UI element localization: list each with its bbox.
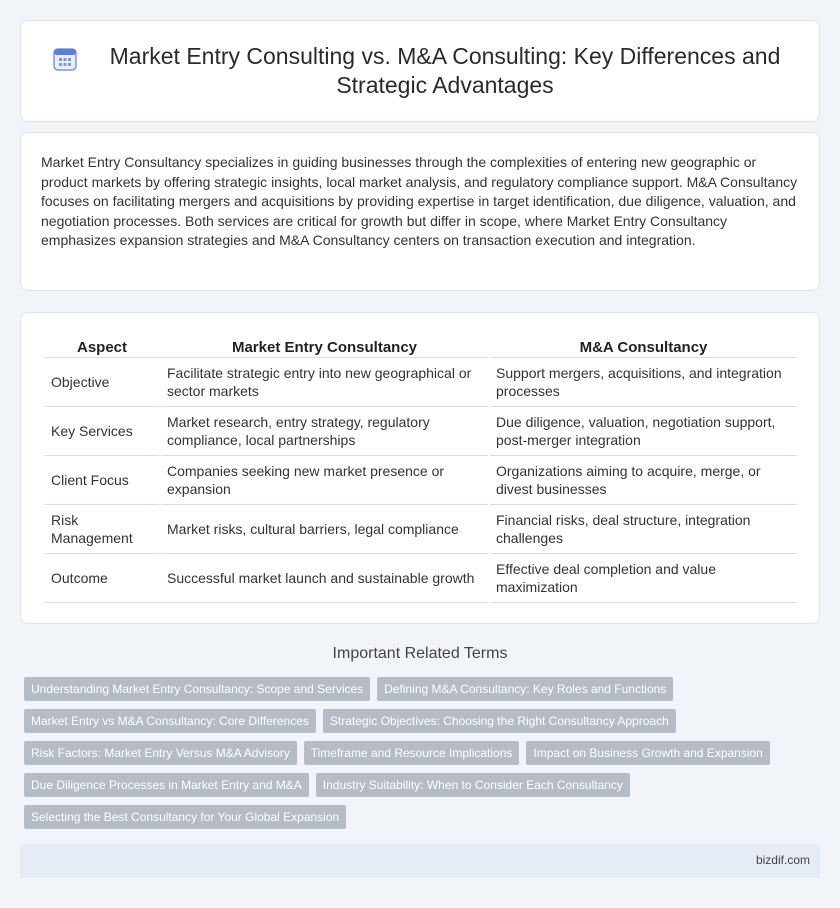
table-row <box>45 407 797 456</box>
related-terms-title: Important Related Terms <box>332 645 508 662</box>
row-aspect: Risk Management <box>45 505 159 554</box>
intro-paragraph: Market Entry Consultancy specializes in guiding businesses through the complexities of entering new geographic or product markets by offering strategic insights, local market analysis, and regulatory compliance support. M&A Consultancy focuses on facilitating mergers and acquisitions by providing expertise in target identification, due diligence, valuation, and negotiation processes. Both services are critical for growth but differ in scope, where Market Entry Consultancy emphasizes expansion strategies and M&A Consultancy centers on transaction execution and integration. <box>41 154 798 249</box>
row-mna: Organizations aiming to acquire, merge, or divest businesses <box>490 456 797 505</box>
footer <box>20 844 820 878</box>
table-row <box>45 554 797 603</box>
table-row <box>45 358 797 407</box>
related-term-tag[interactable]: Industry Suitability: When to Consider Each Consultancy <box>316 773 630 797</box>
related-terms-list <box>24 677 804 837</box>
tag-row <box>24 773 804 797</box>
related-term-tag[interactable]: Risk Factors: Market Entry Versus M&A Advisory <box>24 741 297 765</box>
row-mna: Effective deal completion and value maximization <box>490 554 797 603</box>
related-term-tag[interactable]: Selecting the Best Consultancy for Your Global Expansion <box>24 805 346 829</box>
related-term-tag[interactable]: Defining M&A Consultancy: Key Roles and Functions <box>377 677 673 701</box>
row-market-entry: Facilitate strategic entry into new geographical or sector markets <box>161 358 488 407</box>
tag-row <box>24 677 804 701</box>
row-aspect: Objective <box>45 358 159 407</box>
footer-site-link[interactable]: bizdif.com <box>755 853 810 867</box>
page-title: Market Entry Consulting vs. M&A Consulting: Key Differences and Strategic Advantages <box>109 43 781 98</box>
header-mna: M&A Consultancy <box>490 333 797 358</box>
row-aspect: Key Services <box>45 407 159 456</box>
tag-row <box>24 709 804 733</box>
header-card <box>20 20 820 122</box>
row-market-entry: Companies seeking new market presence or expansion <box>161 456 488 505</box>
related-term-tag[interactable]: Understanding Market Entry Consultancy: Scope and Services <box>24 677 370 701</box>
related-term-tag[interactable]: Market Entry vs M&A Consultancy: Core Differences <box>24 709 316 733</box>
related-term-tag[interactable]: Due Diligence Processes in Market Entry and M&A <box>24 773 309 797</box>
row-mna: Due diligence, valuation, negotiation support, post-merger integration <box>490 407 797 456</box>
related-term-tag[interactable]: Timeframe and Resource Implications <box>304 741 520 765</box>
related-term-tag[interactable]: Strategic Objectives: Choosing the Right Consultancy Approach <box>323 709 676 733</box>
row-market-entry: Market research, entry strategy, regulatory compliance, local partnerships <box>161 407 488 456</box>
table-row <box>45 505 797 554</box>
row-aspect: Client Focus <box>45 456 159 505</box>
table-row <box>45 456 797 505</box>
header-aspect: Aspect <box>45 333 159 358</box>
comparison-card <box>20 312 820 624</box>
row-aspect: Outcome <box>45 554 159 603</box>
related-term-tag[interactable]: Impact on Business Growth and Expansion <box>526 741 769 765</box>
comparison-table <box>43 333 799 603</box>
row-market-entry: Successful market launch and sustainable growth <box>161 554 488 603</box>
row-market-entry: Market risks, cultural barriers, legal compliance <box>161 505 488 554</box>
tag-row <box>24 805 804 829</box>
table-header-row <box>45 333 797 358</box>
tag-row <box>24 741 804 765</box>
row-mna: Support mergers, acquisitions, and integration processes <box>490 358 797 407</box>
intro-card <box>20 132 820 291</box>
row-mna: Financial risks, deal structure, integration challenges <box>490 505 797 554</box>
header-market-entry: Market Entry Consultancy <box>161 333 488 358</box>
